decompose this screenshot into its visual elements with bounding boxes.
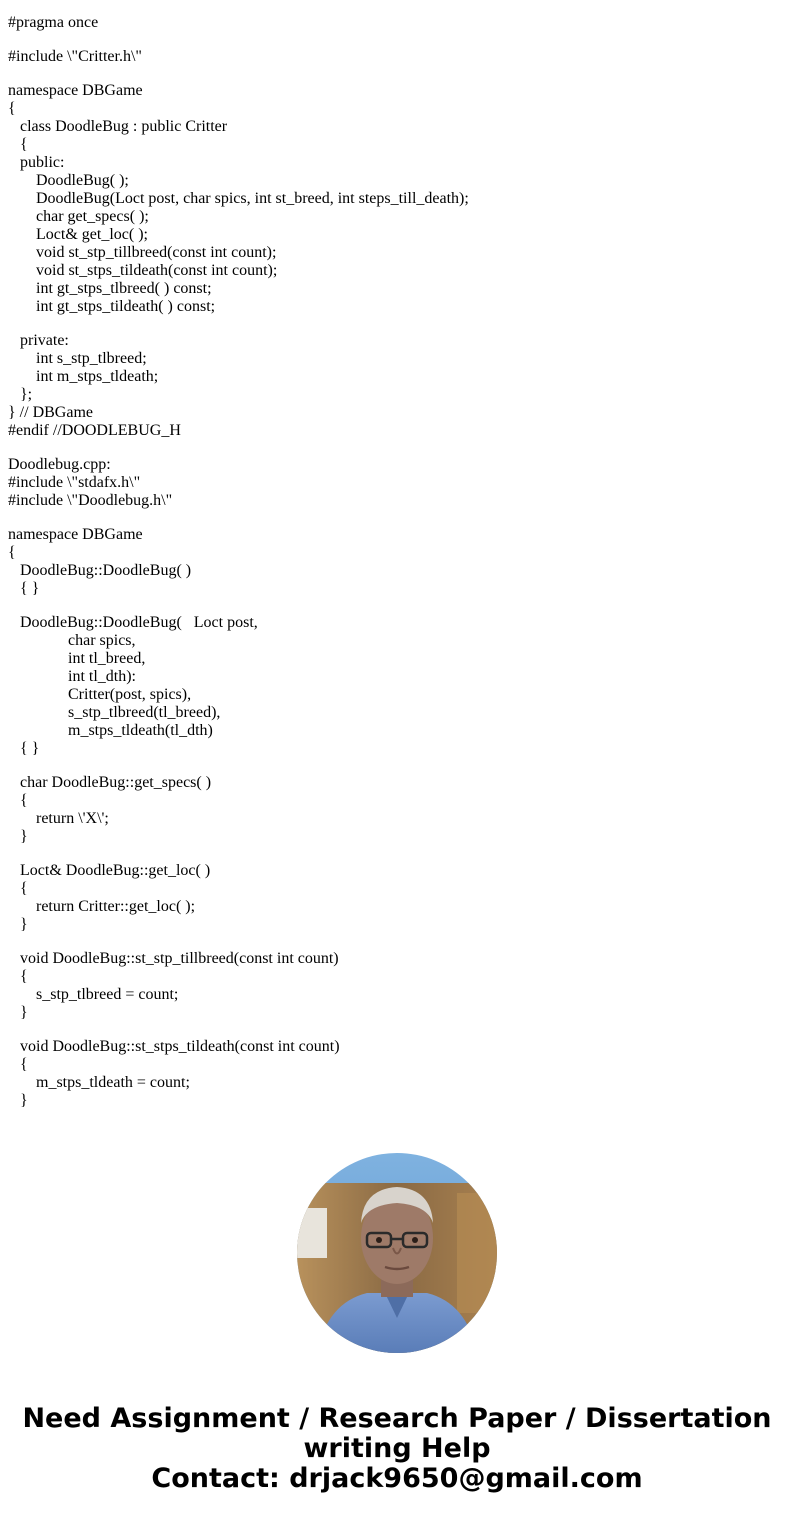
code-line: char get_specs( ); <box>8 208 149 225</box>
promo-banner <box>0 1404 794 1494</box>
code-line: int gt_stps_tlbreed( ) const; <box>8 280 212 297</box>
code-line: char spics, <box>8 632 136 649</box>
code-line: { } <box>8 740 40 757</box>
blank-line <box>8 1022 788 1038</box>
code-line: { } <box>8 580 40 597</box>
avatar <box>297 1153 497 1353</box>
code-line: DoodleBug::DoodleBug( ) <box>8 562 192 579</box>
code-line: void DoodleBug::st_stps_tildeath(const int count) <box>8 1038 340 1055</box>
code-line: } <box>8 1092 28 1109</box>
code-line: #pragma once <box>8 14 99 31</box>
code-line: public: <box>8 154 65 171</box>
code-line: int m_stps_tldeath; <box>8 368 159 385</box>
blank-line <box>8 440 788 456</box>
code-line: m_stps_tldeath(tl_dth) <box>8 722 213 739</box>
code-line: } <box>8 916 28 933</box>
code-line: DoodleBug( ); <box>8 172 129 189</box>
code-line: } <box>8 828 28 845</box>
code-line: void DoodleBug::st_stp_tillbreed(const int count) <box>8 950 339 967</box>
promo-line-2: writing Help <box>303 1433 491 1464</box>
blank-line <box>8 510 788 526</box>
blank-line <box>8 66 788 82</box>
blank-line <box>8 846 788 862</box>
blank-line <box>8 758 788 774</box>
blank-line <box>8 316 788 332</box>
code-listing <box>8 14 788 1110</box>
code-line: m_stps_tldeath = count; <box>8 1074 190 1091</box>
code-line: s_stp_tlbreed = count; <box>8 986 179 1003</box>
code-line: { <box>8 100 16 117</box>
code-line: int s_stp_tlbreed; <box>8 350 147 367</box>
code-line: } <box>8 1004 28 1021</box>
code-line: private: <box>8 332 69 349</box>
code-line: s_stp_tlbreed(tl_breed), <box>8 704 221 721</box>
code-line: void st_stps_tildeath(const int count); <box>8 262 278 279</box>
blank-line <box>8 598 788 614</box>
code-line: int tl_breed, <box>8 650 146 667</box>
code-line: namespace DBGame <box>8 82 143 99</box>
code-line: return \'X\'; <box>8 810 109 827</box>
code-line: { <box>8 968 28 985</box>
code-line: { <box>8 136 28 153</box>
promo-line-1: Need Assignment / Research Paper / Dissertation <box>22 1403 772 1434</box>
code-line: { <box>8 544 16 561</box>
code-line: DoodleBug(Loct post, char spics, int st_breed, int steps_till_death); <box>8 190 469 207</box>
code-line: #endif //DOODLEBUG_H <box>8 422 181 439</box>
code-line: int gt_stps_tildeath( ) const; <box>8 298 216 315</box>
promo-line-3: Contact: drjack9650@gmail.com <box>151 1463 643 1494</box>
blank-line <box>8 32 788 48</box>
code-line: Loct& DoodleBug::get_loc( ) <box>8 862 211 879</box>
code-line: class DoodleBug : public Critter <box>8 118 228 135</box>
blank-line <box>8 934 788 950</box>
code-line: Critter(post, spics), <box>8 686 192 703</box>
code-line: #include \"Critter.h\" <box>8 48 142 65</box>
code-line: #include \"Doodlebug.h\" <box>8 492 173 509</box>
code-line: return Critter::get_loc( ); <box>8 898 196 915</box>
author-photo-icon <box>297 1153 497 1353</box>
code-line: Doodlebug.cpp: <box>8 456 111 473</box>
code-line: #include \"stdafx.h\" <box>8 474 141 491</box>
code-line: } // DBGame <box>8 404 93 421</box>
code-line: Loct& get_loc( ); <box>8 226 148 243</box>
code-line: void st_stp_tillbreed(const int count); <box>8 244 277 261</box>
code-line: char DoodleBug::get_specs( ) <box>8 774 212 791</box>
code-line: namespace DBGame <box>8 526 143 543</box>
code-line: { <box>8 880 28 897</box>
code-line: int tl_dth): <box>8 668 136 685</box>
code-line: DoodleBug::DoodleBug( Loct post, <box>8 614 258 631</box>
code-line: { <box>8 792 28 809</box>
code-line: }; <box>8 386 33 403</box>
code-line: { <box>8 1056 28 1073</box>
